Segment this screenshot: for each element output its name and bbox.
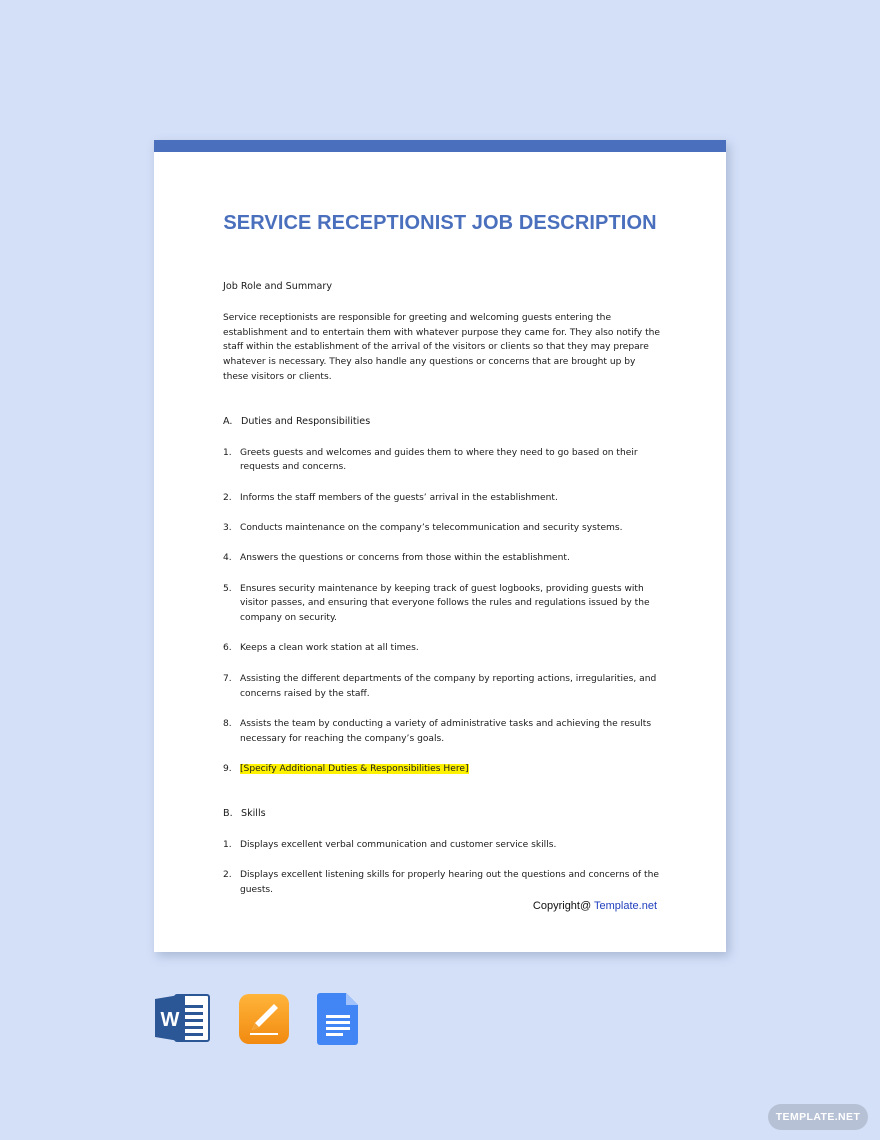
- section-heading-duties: [223, 415, 663, 430]
- list-item: [223, 641, 663, 656]
- list-item: [223, 521, 663, 536]
- item-number: 1.: [223, 839, 232, 850]
- summary-paragraph: Service receptionists are responsible for greeting and welcoming guests entering the establishment and to entertain them with whatever purpose they came for. They also notify the staff within the establishment of the arrival of the visitors or clients so that they may prepare whatever is necessary. They also handle any questions or concerns that are brought up by these visitors or clients.: [223, 312, 660, 382]
- section-letter: B.: [223, 807, 233, 819]
- list-item: [223, 582, 663, 626]
- section-heading-skills: [223, 807, 663, 822]
- section-title: Skills: [241, 807, 266, 819]
- duties-list: [223, 446, 663, 777]
- copyright-line: [533, 900, 657, 912]
- item-text: Assisting the different departments of the company by reporting actions, irregularities, and concerns raised by the staff.: [240, 673, 657, 699]
- word-icon[interactable]: [155, 993, 211, 1043]
- item-number: 5.: [223, 583, 232, 594]
- item-number: 4.: [223, 553, 232, 564]
- document-body: [223, 280, 663, 897]
- list-item: [223, 762, 663, 777]
- list-item: [223, 491, 663, 506]
- item-text: Greets guests and welcomes and guides them to where they need to go based on their requests and concerns.: [240, 447, 638, 473]
- item-text: Assists the team by conducting a variety of administrative tasks and achieving the results necessary for reaching the company’s goals.: [240, 718, 652, 744]
- document-header-bar: [154, 140, 726, 152]
- item-number: 2.: [223, 869, 232, 880]
- document-page: [154, 140, 726, 952]
- item-number: 1.: [223, 447, 232, 458]
- placeholder-highlight[interactable]: [Specify Additional Duties & Responsibilities Here]: [240, 763, 469, 774]
- list-item: [223, 672, 663, 702]
- item-text: Ensures security maintenance by keeping track of guest logbooks, providing guests with visitor passes, and ensuring that everyone follows the rules and regulations issued by the company on security.: [240, 583, 650, 624]
- item-text: Displays excellent verbal communication and customer service skills.: [240, 839, 557, 850]
- section-letter: A.: [223, 415, 233, 427]
- item-text: Keeps a clean work station at all times.: [240, 643, 419, 654]
- list-item: [223, 446, 663, 476]
- item-text: Informs the staff members of the guests’ arrival in the establishment.: [240, 492, 558, 503]
- document-title: SERVICE RECEPTIONIST JOB DESCRIPTION: [223, 212, 657, 234]
- skills-list: [223, 838, 663, 898]
- google-docs-icon[interactable]: [317, 993, 359, 1045]
- item-number: 3.: [223, 522, 232, 533]
- item-text: Displays excellent listening skills for properly hearing out the questions and concerns of the guests.: [240, 869, 659, 895]
- word-icon-letter: W: [160, 1009, 180, 1031]
- item-number: 2.: [223, 492, 232, 503]
- copyright-prefix: Copyright@: [532, 900, 592, 912]
- pages-icon[interactable]: [238, 993, 290, 1045]
- item-number: 6.: [223, 643, 232, 654]
- item-number: 8.: [223, 718, 232, 729]
- template-net-badge[interactable]: TEMPLATE.NET: [768, 1104, 868, 1130]
- item-number: 7.: [223, 673, 232, 684]
- summary-heading: Job Role and Summary: [223, 281, 333, 292]
- section-title: Duties and Responsibilities: [241, 415, 371, 427]
- copyright-link[interactable]: Template.net: [594, 900, 657, 912]
- list-item: [223, 717, 663, 747]
- list-item: [223, 838, 663, 853]
- list-item: [223, 868, 663, 898]
- item-text: Answers the questions or concerns from those within the establishment.: [240, 553, 570, 564]
- item-number: 9.: [223, 763, 232, 774]
- list-item: [223, 551, 663, 566]
- item-text: Conducts maintenance on the company’s telecommunication and security systems.: [240, 522, 623, 533]
